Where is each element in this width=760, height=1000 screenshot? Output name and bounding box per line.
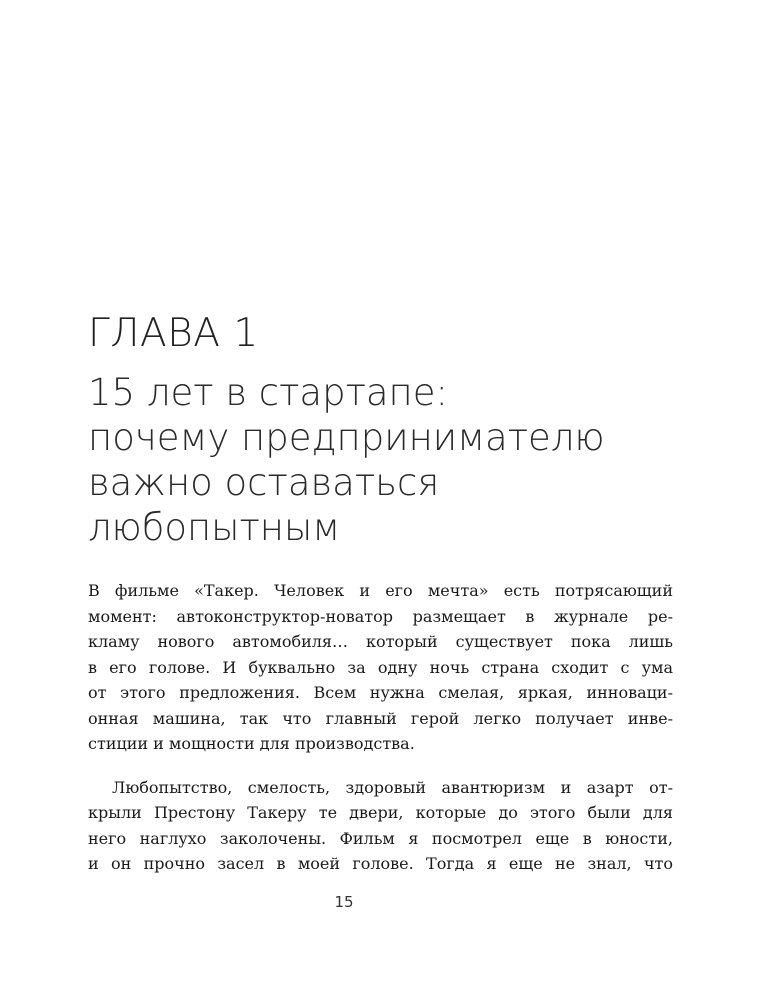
text-line: кламу нового автомобиля… который существует пока лишь (88, 632, 673, 651)
chapter-title-line: почему предпринимателю (88, 416, 605, 459)
text-line: онная машина, так что главный герой легко получает инве- (88, 708, 673, 728)
text-line: стиции и мощности для производства. (88, 734, 415, 753)
chapter-label: ГЛАВА 1 (88, 311, 259, 356)
paragraph-1 (88, 578, 673, 757)
text-line: В фильме «Такер. Человек и его мечта» есть потрясающий (88, 581, 673, 600)
text-line: в его голове. И буквально за одну ночь страна сходит с ума (88, 657, 673, 677)
text-line: него наглухо заколочены. Фильм я посмотрел еще в юности, (88, 828, 673, 848)
page-number: 15 (334, 893, 354, 911)
text-line: и он прочно засел в моей голове. Тогда я еще не знал, что (88, 854, 673, 873)
text-line: Любопытство, смелость, здоровый авантюризм и азарт от- (112, 777, 673, 797)
chapter-title-line: 15 лет в стартапе: (88, 371, 448, 414)
paragraph-2 (88, 775, 673, 877)
body-text (88, 578, 673, 877)
chapter-title-line: важно оставаться (88, 461, 440, 504)
chapter-title-line: любопытным (88, 506, 341, 549)
chapter-title (88, 370, 708, 550)
text-line: момент: автоконструктор-новатор размещает в журнале ре- (88, 606, 673, 626)
text-line: от этого предложения. Всем нужна смелая, яркая, инноваци- (88, 683, 673, 702)
text-line: крыли Престону Такеру те двери, которые до этого были для (88, 803, 673, 822)
